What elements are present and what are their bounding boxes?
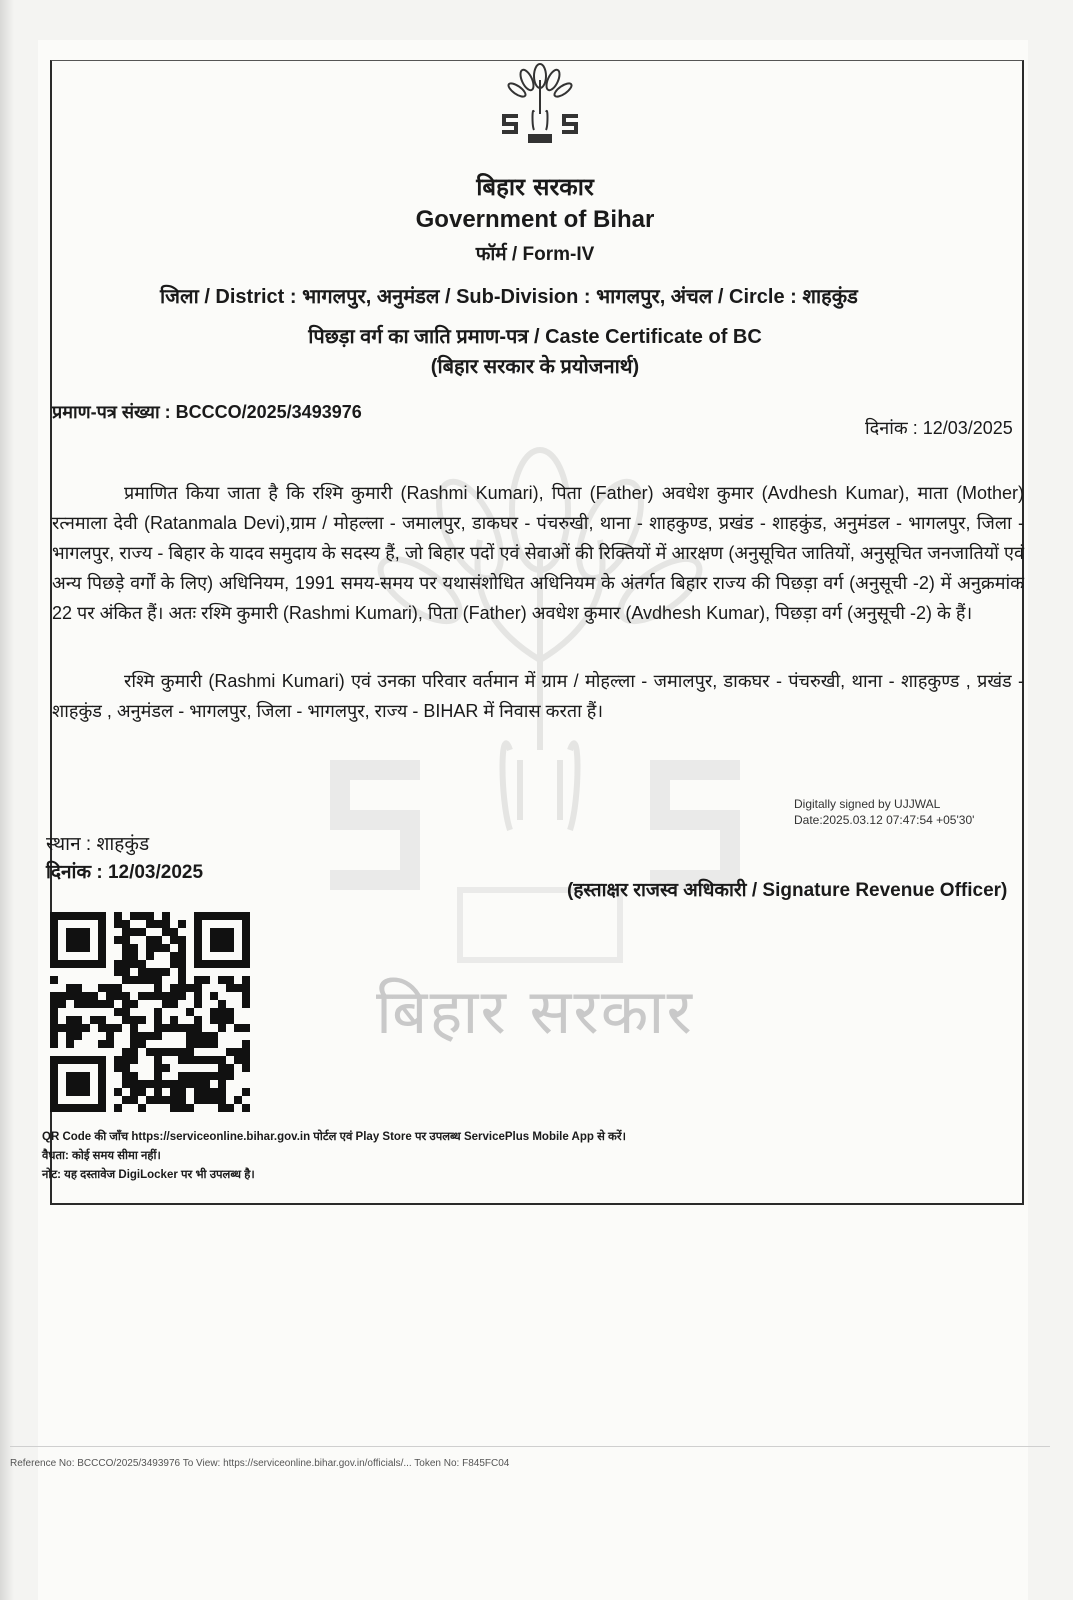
watermark-text: बिहार सरकार	[376, 975, 694, 1048]
paragraph-1-text: प्रमाणित किया जाता है कि रश्मि कुमारी (Rashmi Kumari), पिता (Father) अवधेश कुमार (Avdhesh Kumar), माता (Mother) रत्नमाला देवी (Ratanmala Devi),ग्राम / मोहल्ला - जमालपुर, डाकघर - पंचरुखी, थाना - शाहकुण्ड, प्रखंड - शाहकुंड, अनुमंडल - भागलपुर, जिला - भागलपुर, राज्य - बिहार के यादव समुदाय के सदस्य हैं, जो बिहार पदों एवं सेवाओं की रिक्तियों में आरक्षण (अनुसूचित जातियों, अनुसूचित जनजातियों एवं अन्य पिछड़े वर्गों के लिए) अधिनियम, 1991 समय-समय पर यथासंशोधित अधिनियम के अंतर्गत बिहार राज्य की पिछड़ा वर्ग (अनुसूची -2) में अनुक्रमांक 22 पर अंकित हैं। अतः रश्मि कुमारी (Rashmi Kumari), पिता (Father) अवधेश कुमार (Avdhesh Kumar), पिछड़ा वर्ग (अनुसूची -2) के हैं।	[52, 483, 1024, 623]
issue-date: दिनांक : 12/03/2025	[865, 418, 1013, 438]
purpose-line: (बिहार सरकार के प्रयोजनार्थ)	[430, 356, 640, 378]
qr-code-icon	[50, 912, 250, 1112]
qr-verification-note: QR Code की जाँच https://serviceonline.bihar.gov.in पोर्टल एवं Play Store पर उपलब्ध ServicePlus Mobile App से करें।	[42, 1131, 626, 1143]
residence-paragraph	[52, 666, 1024, 726]
form-label: फॉर्म / Form-IV	[475, 244, 595, 265]
reference-footer: Reference No: BCCCO/2025/3493976 To View: https://serviceonline.bihar.gov.in/officials/... Token No: F845FC04	[10, 1458, 510, 1469]
signature-date: Date:2025.03.12 07:47:54 +05'30'	[794, 813, 975, 827]
district-line: जिला / District : भागलपुर, अनुमंडल / Sub-Division : भागलपुर, अंचल / Circle : शाहकुंड	[160, 286, 858, 308]
digitally-signed-by: Digitally signed by UJJWAL	[794, 797, 941, 811]
digital-signature-block	[794, 796, 974, 828]
certificate-number: प्रमाण-पत्र संख्या : BCCCO/2025/3493976	[52, 402, 362, 422]
certification-paragraph	[52, 478, 1024, 628]
hindi-title: बिहार सरकार	[476, 172, 594, 201]
certificate-title: पिछड़ा वर्ग का जाति प्रमाण-पत्र / Caste Certificate of BC	[308, 326, 762, 348]
digilocker-note: नोट: यह दस्तावेज DigiLocker पर भी उपलब्ध है।	[42, 1169, 255, 1181]
validity-note: वैधता: कोई समय सीमा नहीं।	[42, 1150, 161, 1162]
english-title: Government of Bihar	[415, 206, 655, 233]
paragraph-2-text: रश्मि कुमारी (Rashmi Kumari) एवं उनका परिवार वर्तमान में ग्राम / मोहल्ला - जमालपुर, डाकघर - पंचरुखी, थाना - शाहकुण्ड , प्रखंड - शाहकुंड , अनुमंडल - भागलपुर, जिला - भागलपुर, राज्य - BIHAR में निवास करता हैं।	[52, 671, 1024, 721]
signature-officer-label: (हस्ताक्षर राजस्व अधिकारी / Signature Revenue Officer)	[567, 880, 1008, 901]
notes-block	[42, 1128, 626, 1185]
bottom-date: दिनांक : 12/03/2025	[46, 862, 204, 883]
bihar-emblem-icon	[500, 62, 580, 146]
photo-edge-shadow	[0, 0, 14, 1600]
footer-divider	[10, 1446, 1050, 1447]
place-label: स्थान : शाहकुंड	[46, 834, 150, 855]
